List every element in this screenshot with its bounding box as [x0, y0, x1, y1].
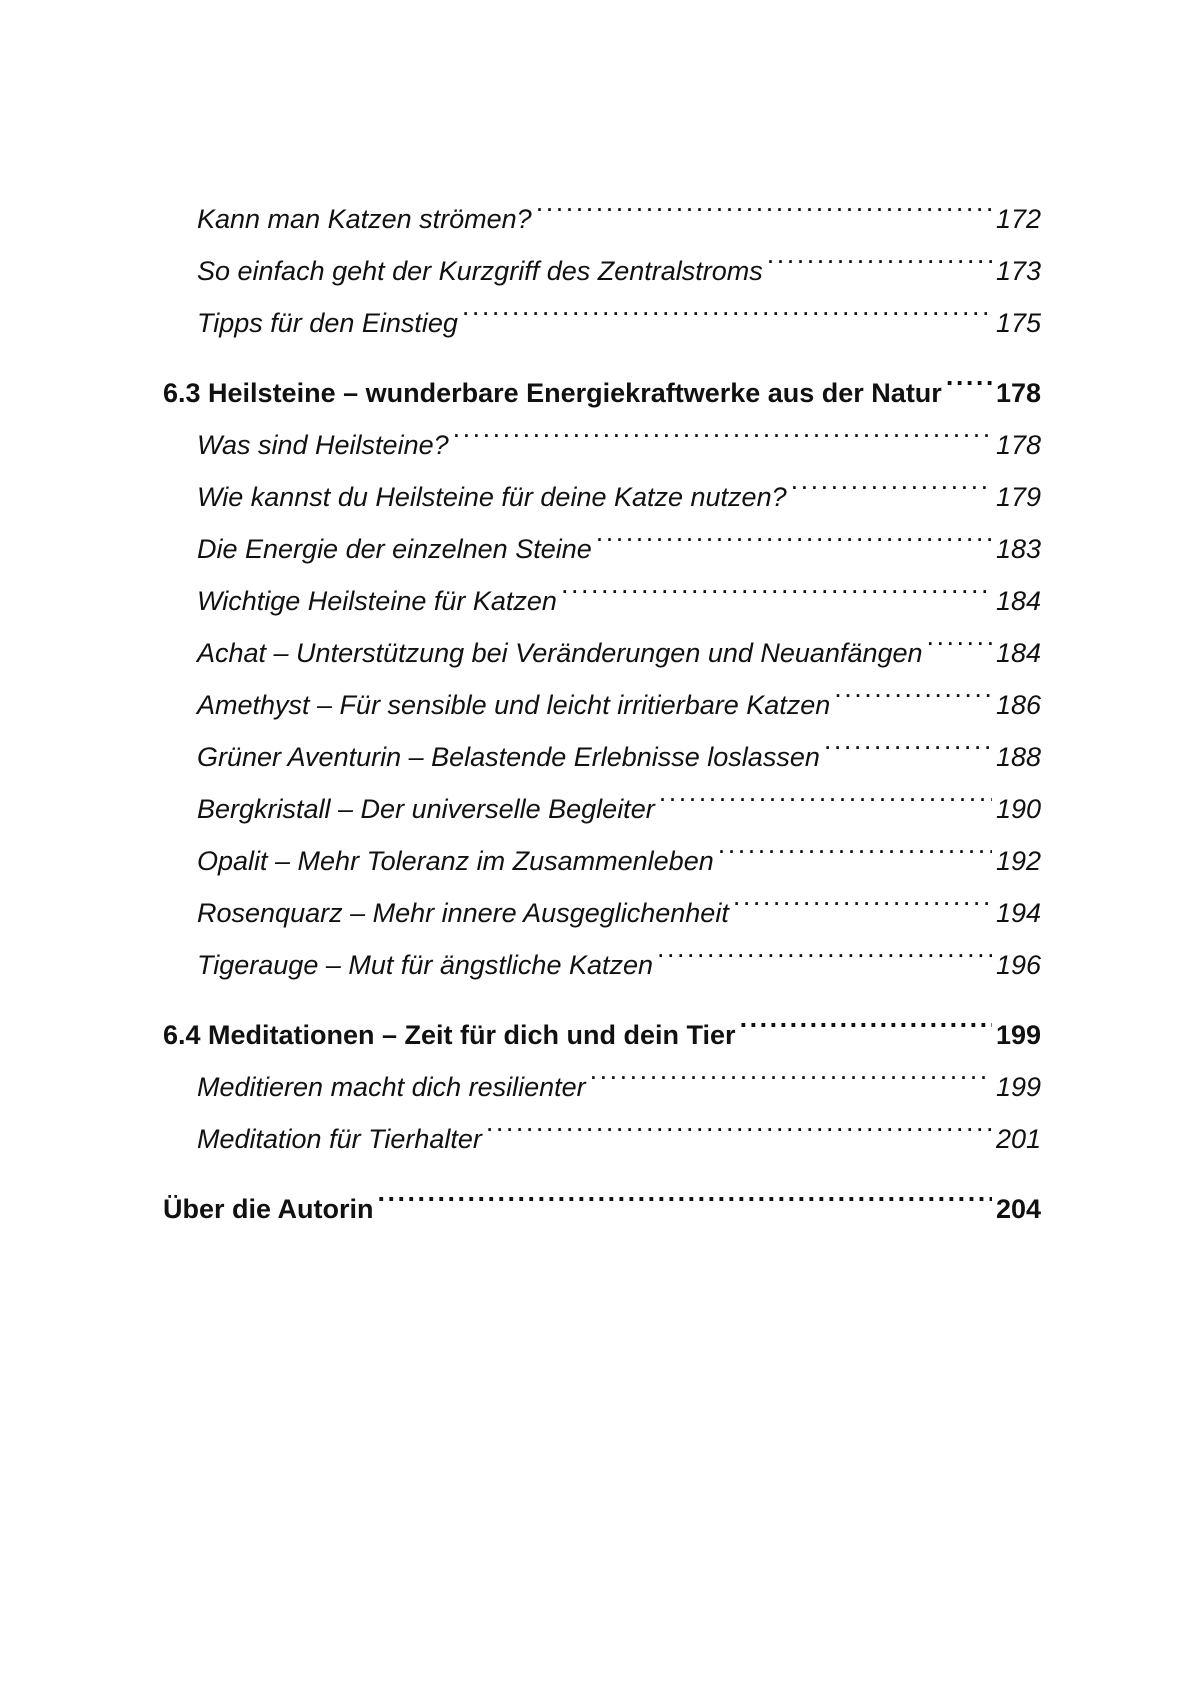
dot-leader	[718, 818, 992, 870]
toc-entry[interactable]	[163, 558, 1041, 616]
toc-entry-page: 188	[995, 742, 1041, 772]
toc-section-title: 6.4 Meditationen – Zeit für dich und dein Tier	[163, 1020, 736, 1050]
dot-leader	[824, 714, 992, 766]
toc-entry-page: 190	[995, 794, 1041, 824]
toc-section-page: 204	[995, 1194, 1041, 1224]
toc-entry[interactable]	[163, 454, 1041, 512]
toc-section-page: 178	[995, 378, 1041, 408]
toc-entry-title: Tigerauge – Mut für ängstliche Katzen	[197, 950, 654, 980]
toc-section-page: 199	[995, 1020, 1041, 1050]
dot-leader	[791, 454, 992, 506]
toc-entry[interactable]	[163, 610, 1041, 668]
toc-entry-title: So einfach geht der Kurzgriff des Zentralstroms	[197, 256, 763, 286]
dot-leader	[378, 1166, 992, 1218]
toc-entry-page: 183	[995, 534, 1041, 564]
toc-entry-title: Meditieren macht dich resilienter	[197, 1072, 586, 1102]
toc-entry-page: 173	[995, 256, 1041, 286]
toc-entry-title: Tipps für den Einstieg	[197, 308, 458, 338]
dot-leader	[590, 1044, 992, 1096]
toc-entry-page: 192	[995, 846, 1041, 876]
dot-leader	[462, 280, 992, 332]
toc-entry-page: 196	[995, 950, 1041, 980]
toc-section-entry[interactable]	[163, 1166, 1041, 1224]
toc-entry-page: 178	[995, 430, 1041, 460]
dot-leader	[767, 228, 992, 280]
toc-entry-title: Was sind Heilsteine?	[197, 430, 449, 460]
toc-entry-page: 179	[995, 482, 1041, 512]
dot-leader	[740, 992, 992, 1044]
dot-leader	[733, 870, 992, 922]
toc-entry-page: 201	[995, 1124, 1041, 1154]
dot-leader	[927, 610, 992, 662]
dot-leader	[946, 350, 992, 402]
toc-entry-page: 186	[995, 690, 1041, 720]
toc-section-entry[interactable]	[163, 992, 1041, 1050]
toc-entry-title: Achat – Unterstützung bei Veränderungen und Neuanfängen	[197, 638, 923, 668]
toc-entry[interactable]	[163, 1096, 1041, 1154]
toc-entry-page: 175	[995, 308, 1041, 338]
toc-entry-page: 184	[995, 638, 1041, 668]
toc-entry-title: Opalit – Mehr Toleranz im Zusammenleben	[197, 846, 714, 876]
toc-entry[interactable]	[163, 402, 1041, 460]
toc-entry[interactable]	[163, 176, 1041, 234]
toc-section-entry[interactable]	[163, 350, 1041, 408]
dot-leader	[486, 1096, 992, 1148]
toc-entry-page: 194	[995, 898, 1041, 928]
toc-entry[interactable]	[163, 1044, 1041, 1102]
toc-entry-title: Die Energie der einzelnen Steine	[197, 534, 592, 564]
dot-leader	[536, 176, 992, 228]
toc-entry-title: Rosenquarz – Mehr innere Ausgeglichenheit	[197, 898, 729, 928]
toc-entry[interactable]	[163, 506, 1041, 564]
toc-entry-title: Wichtige Heilsteine für Katzen	[197, 586, 557, 616]
dot-leader	[561, 558, 992, 610]
toc-section-title: 6.3 Heilsteine – wunderbare Energiekraftwerke aus der Natur	[163, 378, 942, 408]
dot-leader	[659, 766, 992, 818]
toc-section-title: Über die Autorin	[163, 1194, 374, 1224]
toc-entry-page: 199	[995, 1072, 1041, 1102]
toc-entry-title: Kann man Katzen strömen?	[197, 204, 532, 234]
toc-entry[interactable]	[163, 818, 1041, 876]
toc-entry-page: 184	[995, 586, 1041, 616]
toc-entry[interactable]	[163, 766, 1041, 824]
dot-leader	[834, 662, 992, 714]
toc-entry[interactable]	[163, 870, 1041, 928]
table-of-contents	[163, 176, 1041, 1224]
toc-entry[interactable]	[163, 228, 1041, 286]
toc-entry-title: Amethyst – Für sensible und leicht irritierbare Katzen	[197, 690, 831, 720]
toc-entry-title: Grüner Aventurin – Belastende Erlebnisse loslassen	[197, 742, 820, 772]
dot-leader	[657, 922, 992, 974]
toc-entry-page: 172	[995, 204, 1041, 234]
dot-leader	[453, 402, 992, 454]
toc-entry[interactable]	[163, 662, 1041, 720]
toc-entry[interactable]	[163, 714, 1041, 772]
toc-entry[interactable]	[163, 922, 1041, 980]
toc-entry-title: Meditation für Tierhalter	[197, 1124, 482, 1154]
dot-leader	[596, 506, 992, 558]
toc-entry-title: Wie kannst du Heilsteine für deine Katze nutzen?	[197, 482, 787, 512]
toc-entry-title: Bergkristall – Der universelle Begleiter	[197, 794, 655, 824]
toc-entry[interactable]	[163, 280, 1041, 338]
